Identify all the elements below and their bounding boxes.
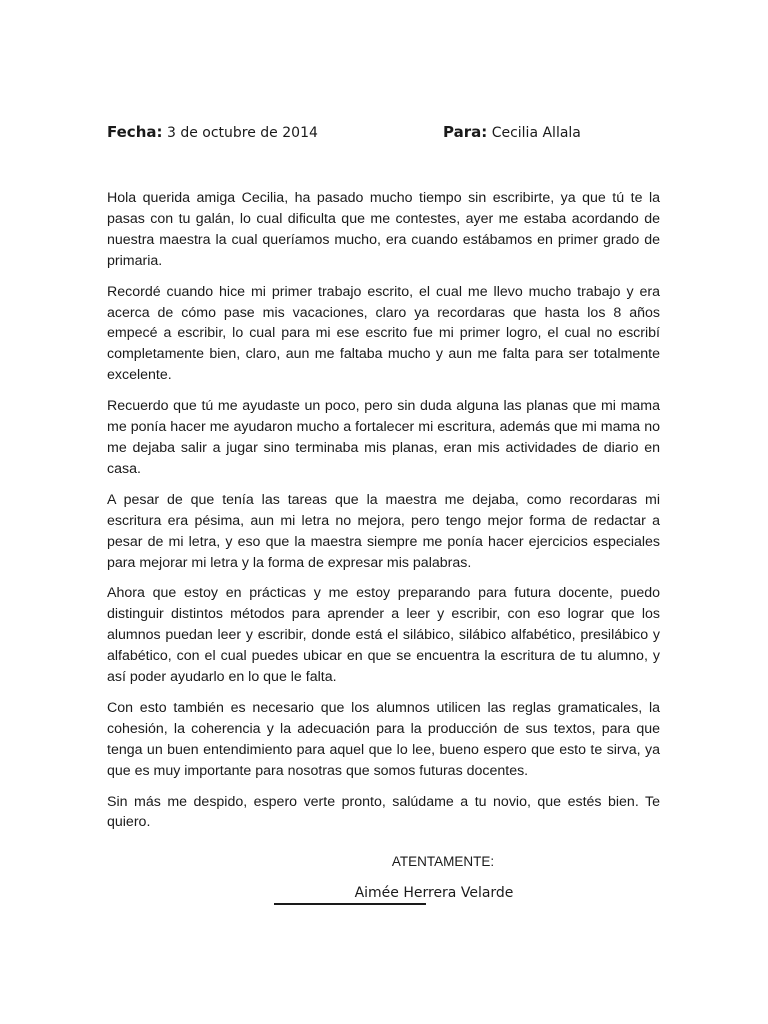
- signature-line: [274, 903, 426, 905]
- recipient-label: Para:: [443, 123, 488, 141]
- paragraph-grammar: Con esto también es necesario que los alumnos utilicen las reglas gramaticales, la cohesión, la coherencia y la adecuación para la producción de sus textos, para que tenga un buen entendimiento para aquel que lo lee, bueno espero que esto te sirva, ya que es muy importante para nosotras que somos futuras docentes.: [107, 699, 660, 779]
- letter-body: [107, 188, 660, 843]
- paragraph-greeting: Hola querida amiga Cecilia, ha pasado mucho tiempo sin escribirte, ya que tú te la pasas con tu galán, lo cual dificulta que me contestes, ayer me estaba acordando de nuestra maestra la cual queríamos mucho, era cuando estábamos en primer grado de primaria.: [107, 190, 660, 269]
- recipient-field: [443, 122, 581, 143]
- closing-salutation: ATENTAMENTE:: [391, 854, 495, 869]
- paragraph-homework: A pesar de que tenía las tareas que la maestra me dejaba, como recordaras mi escritura era pésima, aun mi letra no mejora, pero tengo mejor forma de redactar a pesar de mi letra, y eso que la maestra siempre me ponía hacer ejercicios especiales para mejorar mi letra y la forma de expresar mis palabras.: [107, 491, 660, 571]
- recipient-value: Cecilia Allala: [491, 125, 581, 141]
- date-value: 3 de octubre de 2014: [166, 125, 318, 141]
- letter-header: [107, 122, 667, 144]
- date-label: Fecha:: [107, 123, 163, 141]
- signature-name: Aimée Herrera Velarde: [354, 885, 514, 901]
- date-field: [107, 122, 318, 143]
- paragraph-help: Recuerdo que tú me ayudaste un poco, pero sin duda alguna las planas que mi mama me ponía hacer me ayudaron mucho a fortalecer mi escritura, además que mi mama no me dejaba salir a jugar sino terminaba mis planas, eran mis actividades de diario en casa.: [107, 398, 660, 477]
- paragraph-farewell: Sin más me despido, espero verte pronto, salúdame a tu novio, que estés bien. Te quiero.: [107, 793, 660, 831]
- paragraph-methods: Ahora que estoy en prácticas y me estoy preparando para futura docente, puedo distinguir distintos métodos para aprender a leer y escribir, con eso lograr que los alumnos puedan leer y escribir, donde está el silábico, silábico alfabético, presilábico y alfabético, con el cual puedes ubicar en que se encuentra la escritura de tu alumno, y así poder ayudarlo en lo que le falta.: [107, 585, 660, 686]
- paragraph-first-writing: Recordé cuando hice mi primer trabajo escrito, el cual me llevo mucho trabajo y era acerca de cómo pase mis vacaciones, claro ya recordaras que hasta los 8 años empecé a escribir, lo cual para mi ese escrito fue mi primer logro, el cual no escribí completamente bien, claro, aun me faltaba mucho y aun me falta para ser totalmente excelente.: [107, 283, 660, 384]
